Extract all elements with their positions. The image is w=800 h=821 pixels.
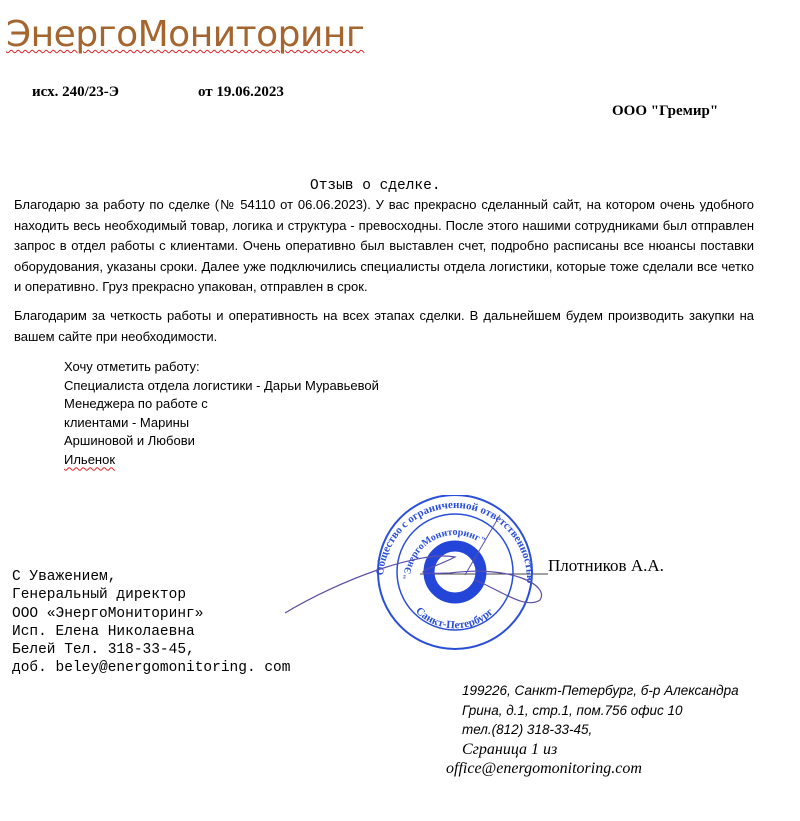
thanks-line: Специалиста отдела логистики - Дарьи Муравьевой <box>64 377 379 393</box>
sig-line: Генеральный директор <box>12 587 187 604</box>
page-number: Сграница 1 из <box>462 740 558 758</box>
paragraph-1-text: Благодарю за работу по сделке (№ 54110 от 06.06.2023). У вас прекрасно сделанный сайт, на котором очень удобного находить весь необходимый товар, логика и структура - превосходны. После этого нашими сотрудниками был отправлен запрос в отдел работы с клиентами. Очень оперативно был выставлен счет, подробно расписаны все нюансы поставки оборудования, указаны сроки. Далее уже подключились специалисты отдела логистики, которые тоже сделали все четко и оперативно. Груз прекрасно упакован, отправлен в срок. <box>14 197 754 294</box>
address-line: 199226, Санкт-Петербург, б-р Александра <box>462 683 739 698</box>
sig-line: ООО «ЭнергоМониторинг» <box>12 605 204 622</box>
footer-address <box>446 681 739 779</box>
sig-line: доб. beley@energomonitoring. com <box>12 660 291 677</box>
sig-line: Белей Тел. 318-33-45, <box>12 642 195 659</box>
company-logo: ЭнергоМониторинг <box>6 14 365 55</box>
email-link[interactable]: office@energomonitoring.com <box>446 760 642 777</box>
sig-line: С Уважением, <box>12 569 117 585</box>
thanks-line: Менеджера по работе с <box>64 396 208 411</box>
thanks-line: Ильенок <box>64 451 116 467</box>
paragraph-2-text: Благодарим за четкость работы и оперативность на всех этапах сделки. В дальнейшем будем производить закупки на вашем сайте при необходимости. <box>14 308 754 344</box>
address-line: Грина, д.1, стр.1, пом.756 офис 10 <box>462 702 683 718</box>
thanks-line: клиентами - Марины <box>64 414 190 430</box>
ref-number: исх. 240/23-Э <box>32 84 119 100</box>
signature-block <box>12 568 290 678</box>
paragraph-1 <box>14 195 754 298</box>
letter-title: Отзыв о сделке. <box>310 178 441 194</box>
phone: тел.(812) 318-33-45, <box>462 722 593 737</box>
stamp-outer-text: Общество с ограниченной ответственностью <box>374 498 537 584</box>
sig-line: Исп. Елена Николаевна <box>12 623 195 640</box>
signer-name: Плотников А.А. <box>548 556 664 575</box>
letter-date: от 19.06.2023 <box>198 84 284 100</box>
paragraph-2 <box>14 306 754 347</box>
recipient: ООО "Гремир" <box>612 103 719 119</box>
svg-text:Санкт-Петербург <box>413 605 495 632</box>
stamp-inner-text: "ЭнергоМониторинг" <box>401 526 488 581</box>
stamp-and-signature <box>250 495 570 665</box>
thanks-line: Аршиновой и Любови <box>64 433 195 448</box>
stamp-bottom-text: Санкт-Петербург <box>413 604 496 632</box>
acknowledgements <box>64 358 379 469</box>
thanks-line: Хочу отметить работу: <box>64 359 200 374</box>
